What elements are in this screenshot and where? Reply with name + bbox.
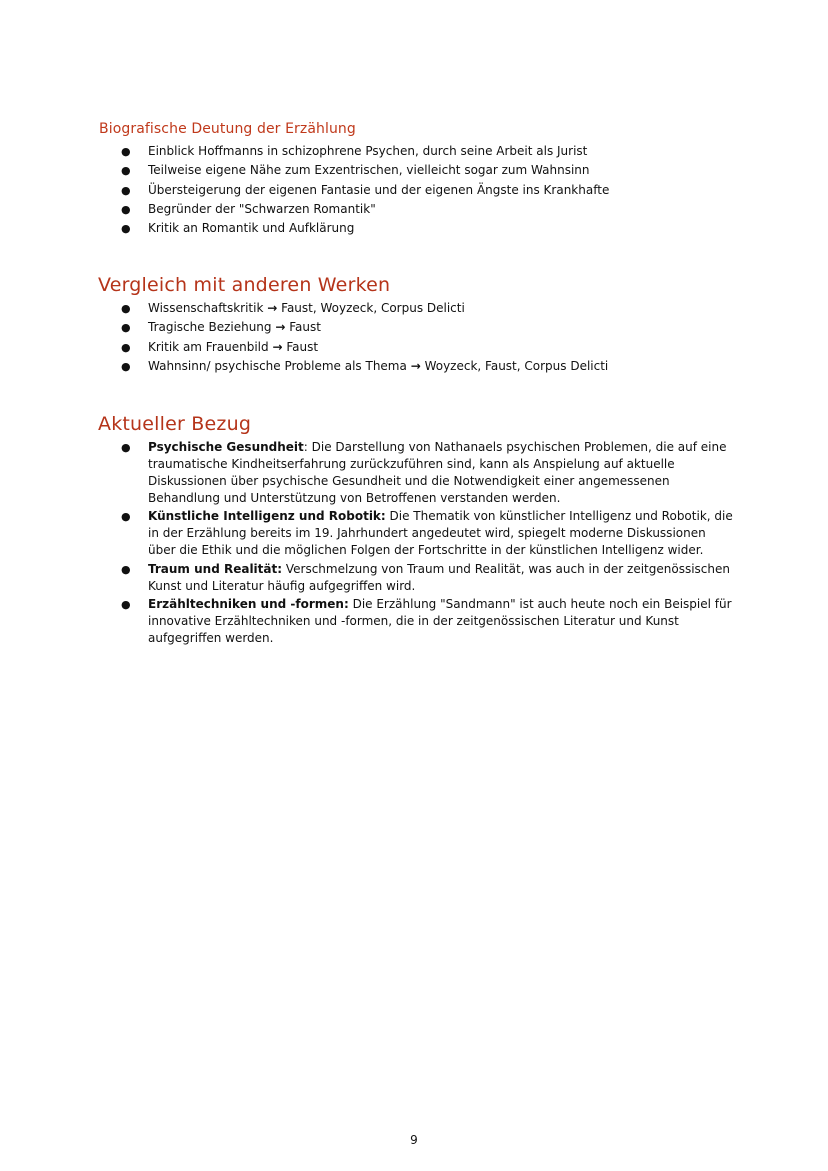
bullet-icon: ● xyxy=(121,359,131,373)
item-term: Traum und Realität: xyxy=(148,561,283,576)
biografische-deutung-list xyxy=(99,142,739,238)
list-item xyxy=(99,439,735,507)
list-item: ● Übersteigerung der eigenen Fantasie und der eigenen Ängste ins Krankhafte xyxy=(99,181,739,200)
arrow-right-icon: → xyxy=(267,301,278,315)
arrow-right-icon: → xyxy=(275,320,286,335)
bullet-icon: ● xyxy=(121,145,131,158)
list-item: ● Begründer der "Schwarzen Romantik" xyxy=(99,200,739,219)
section-heading-vergleich: Vergleich mit anderen Werken xyxy=(98,274,391,296)
page-number: 9 xyxy=(410,1133,418,1147)
bullet-icon: ● xyxy=(121,562,131,576)
list-item xyxy=(99,596,735,647)
item-term: Künstliche Intelligenz und Robotik: xyxy=(148,509,386,524)
item-text: : Die Darstellung von Nathanaels psychischen Problemen, die auf eine traumatische Kindheitserfahrung zurückzuführen sind, kann als Anspielung auf aktuelle Diskussionen über psychische Gesundheit und die Notwendigkeit einer angemessenen Behandlung und Unterstützung von Betroffenen verstanden werden. xyxy=(148,440,727,505)
bullet-icon: ● xyxy=(121,321,131,335)
section-heading-aktueller-bezug: Aktueller Bezug xyxy=(98,413,252,435)
list-item: ● Kritik am Frauenbild → Faust xyxy=(99,338,739,357)
list-item: ● Teilweise eigene Nähe zum Exzentrischen, vielleicht sogar zum Wahnsinn xyxy=(99,161,739,180)
vergleich-list xyxy=(99,299,739,376)
bullet-icon: ● xyxy=(121,340,131,354)
bullet-icon: ● xyxy=(121,183,131,197)
arrow-right-icon: → xyxy=(272,339,283,354)
item-text: Die Erzählung "Sandmann" ist auch heute noch ein Beispiel für innovative Erzähltechniken und -formen, die in der zeitgenössischen Literatur und Kunst aufgegriffen werden. xyxy=(148,596,732,645)
list-item: ● Tragische Beziehung → Faust xyxy=(99,318,739,337)
bullet-icon: ● xyxy=(121,597,131,611)
aktueller-bezug-list xyxy=(99,439,735,648)
bullet-icon: ● xyxy=(121,202,131,216)
list-item xyxy=(99,508,735,559)
section-heading-biografische-deutung: Biografische Deutung der Erzählung xyxy=(99,121,356,137)
bullet-icon: ● xyxy=(121,222,131,236)
item-term: Erzähltechniken und -formen: xyxy=(148,596,349,611)
bullet-icon: ● xyxy=(121,302,131,315)
bullet-icon: ● xyxy=(121,510,131,524)
list-item: ● Wissenschaftskritik → Faust, Woyzeck, Corpus Delicti xyxy=(99,299,739,318)
bullet-icon: ● xyxy=(121,441,131,454)
item-text: Verschmelzung von Traum und Realität, was auch in der zeitgenössischen Kunst und Literatur häufig aufgegriffen wird. xyxy=(148,561,730,593)
list-item: ● Wahnsinn/ psychische Probleme als Thema → Woyzeck, Faust, Corpus Delicti xyxy=(99,357,739,376)
list-item: ● Einblick Hoffmanns in schizophrene Psychen, durch seine Arbeit als Jurist xyxy=(99,142,739,161)
item-text: Die Thematik von künstlicher Intelligenz und Robotik, die in der Erzählung bereits im 19. Jahrhundert angedeutet wird, spiegelt moderne Diskussionen über die Ethik und die möglichen Folgen der Fortschritte in der künstlichen Intelligenz wider. xyxy=(148,509,733,558)
bullet-icon: ● xyxy=(121,164,131,178)
arrow-right-icon: → xyxy=(410,358,421,373)
list-item: ● Kritik an Romantik und Aufklärung xyxy=(99,219,739,238)
item-term: Psychische Gesundheit xyxy=(148,440,304,454)
list-item xyxy=(99,561,735,595)
